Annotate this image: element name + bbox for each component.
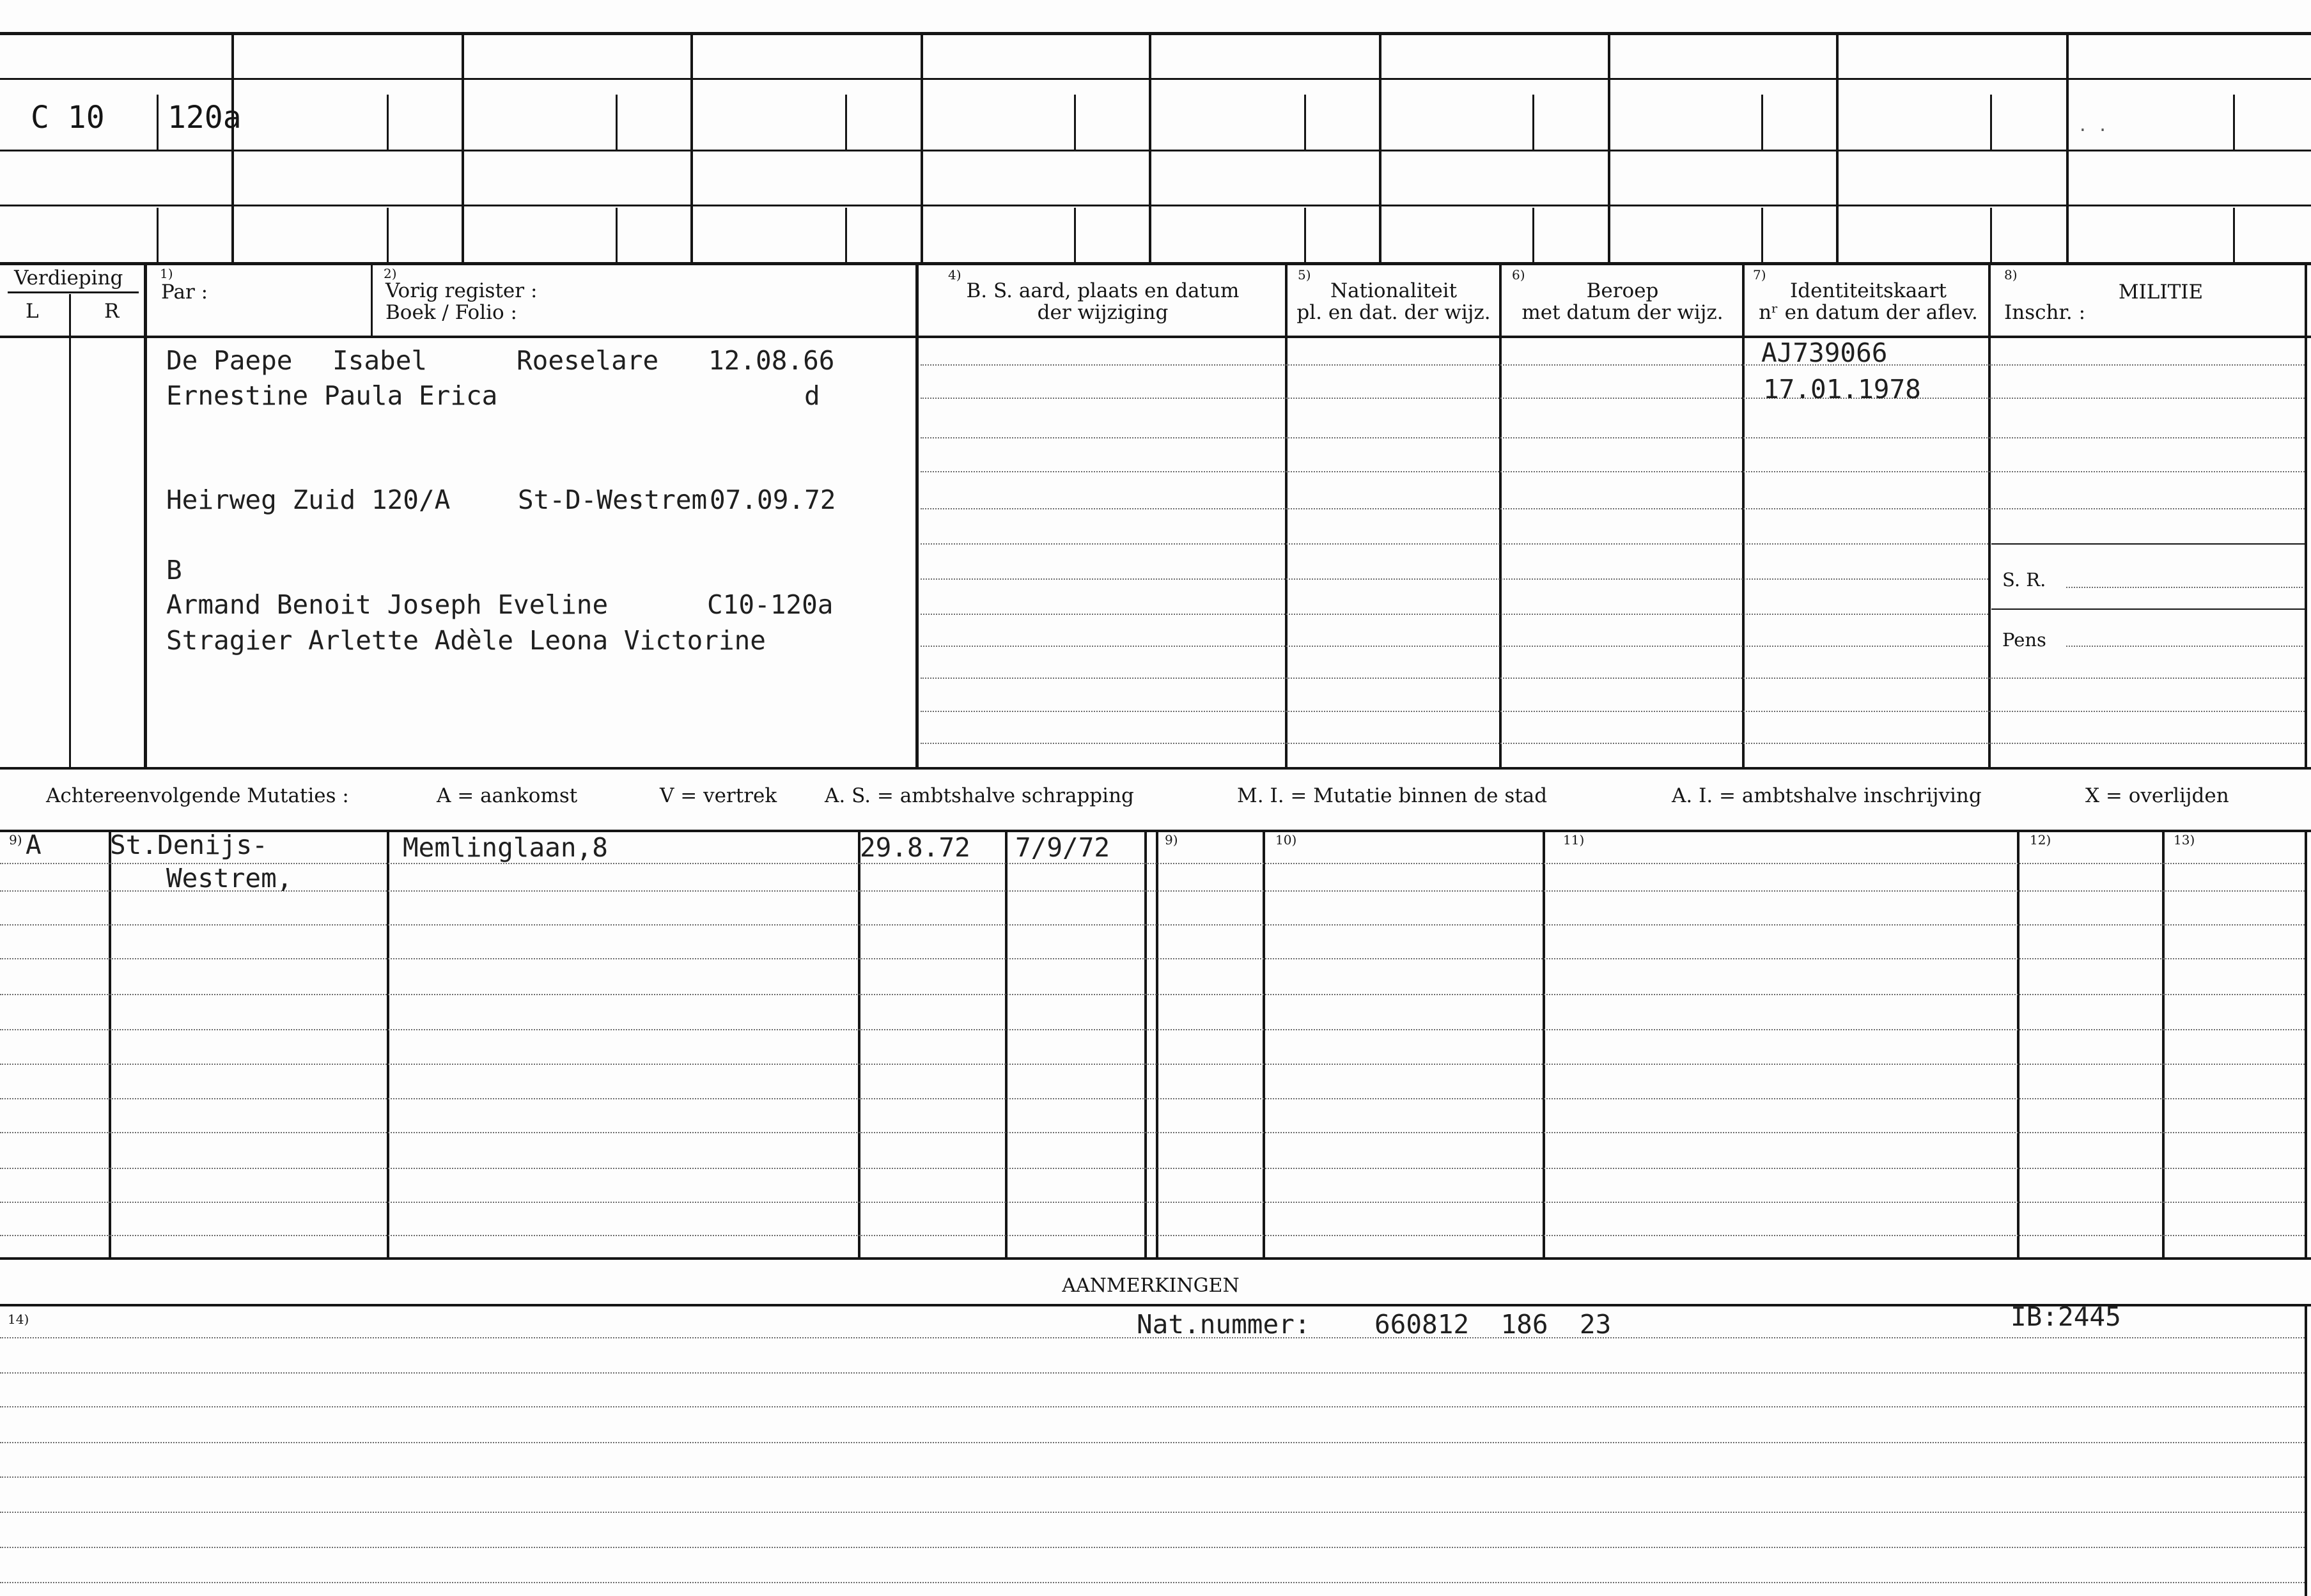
col7-number: 7) <box>1753 267 1766 283</box>
card-reference: C10-120a <box>707 589 834 620</box>
grid-sub-divider <box>157 208 159 262</box>
mutations-col-divider <box>1263 831 1265 1257</box>
grid-col-divider <box>1836 32 1839 262</box>
col4-label-2: der wijziging <box>1037 301 1169 324</box>
col5-label-1: Nationaliteit <box>1330 279 1458 302</box>
remarks-right-border <box>2305 1304 2307 1596</box>
floor-right: R <box>104 300 120 323</box>
col8-number: 8) <box>2004 267 2018 283</box>
col2-number: 2) <box>384 266 397 281</box>
mutations-col-divider <box>1156 831 1158 1257</box>
legend-item-as: A. S. = ambtshalve schrapping <box>825 784 1134 807</box>
ib-reference: IB:2445 <box>2011 1301 2121 1332</box>
grid-sub-divider <box>1074 208 1076 262</box>
legend-item-a: A = aankomst <box>437 784 578 807</box>
card-number: 120a <box>167 100 242 136</box>
col6-left-rule <box>1499 262 1502 767</box>
mutation-col-number: 11) <box>1563 832 1585 848</box>
col2-label-2: Boek / Folio : <box>385 301 517 324</box>
top-border <box>0 32 2311 35</box>
mutation-date-2: 7/9/72 <box>1015 832 1110 863</box>
sex: d <box>804 380 820 411</box>
col1-label: Par : <box>161 281 208 304</box>
grid-sub-divider <box>387 95 389 150</box>
grid-sub-divider <box>1990 208 1992 262</box>
identity-issue-date: 17.01.1978 <box>1763 374 1921 405</box>
mutation-col-number: 13) <box>2174 832 2195 848</box>
col2-left-rule <box>371 262 373 338</box>
grid-sub-divider <box>1304 208 1306 262</box>
mutation-col-number: 9) <box>9 832 22 848</box>
legend-item-mi: M. I. = Mutatie binnen de stad <box>1237 784 1548 807</box>
grid-sub-divider <box>387 208 389 262</box>
grid-col-divider <box>1379 32 1381 262</box>
birthplace: Roeselare <box>517 345 659 376</box>
mutation-col-number: 9) <box>1165 832 1178 848</box>
col7-label-2: nʳ en datum der aflev. <box>1759 301 1978 324</box>
header-bottom-rule <box>0 336 2311 338</box>
other-names: Ernestine Paula Erica <box>166 380 498 411</box>
grid-col-divider <box>1149 32 1151 262</box>
legend-title: Achtereenvolgende Mutaties : <box>46 784 349 807</box>
col8-label-2: Inschr. : <box>2004 301 2086 324</box>
floor-divider <box>69 294 71 767</box>
sr-label: S. R. <box>2002 569 2046 591</box>
section-code: C 10 <box>31 100 105 136</box>
grid-rule <box>0 78 2311 80</box>
militia-rule <box>1991 543 2305 545</box>
mutations-col-divider <box>858 831 860 1257</box>
col4-number: 4) <box>948 267 961 283</box>
grid-sub-divider <box>845 208 847 262</box>
grid-sub-divider <box>616 95 618 150</box>
col6-number: 6) <box>1512 267 1525 283</box>
mutation-place-1: St.Denijs- <box>110 830 268 860</box>
remarks-number: 14) <box>8 1312 29 1327</box>
legend-item-ai: A. I. = ambtshalve inschrijving <box>1672 784 1982 807</box>
grid-sub-divider <box>845 95 847 150</box>
col5-label-2: pl. en dat. der wijz. <box>1296 301 1491 324</box>
militia-title: MILITIE <box>2118 281 2204 304</box>
grid-sub-divider <box>1761 208 1763 262</box>
address-date: 07.09.72 <box>710 484 836 515</box>
mutations-col-divider <box>387 831 389 1257</box>
mutations-col-divider <box>2017 831 2019 1257</box>
father-name: Armand Benoit Joseph Eveline <box>166 589 609 620</box>
floor-left: L <box>26 300 39 323</box>
right-border <box>2305 262 2307 767</box>
firstname: Isabel <box>332 345 428 376</box>
grid-sub-divider <box>2233 95 2235 150</box>
birthdate: 12.08.66 <box>708 345 835 376</box>
grid-dots: . . <box>2078 116 2108 136</box>
remarks-rule <box>0 1304 2311 1306</box>
col4-label-1: B. S. aard, plaats en datum <box>966 279 1240 302</box>
address: Heirweg Zuid 120/A <box>166 484 451 515</box>
grid-sub-divider <box>1990 95 1992 150</box>
grid-sub-divider <box>157 95 159 150</box>
mutation-code: A <box>26 830 42 860</box>
grid-sub-divider <box>1304 95 1306 150</box>
floor-label: Verdieping <box>14 267 123 290</box>
remarks-title: AANMERKINGEN <box>1062 1274 1240 1297</box>
mutations-col-divider <box>2162 831 2165 1257</box>
col5-left-rule <box>1285 262 1288 767</box>
surname: De Paepe <box>166 345 293 376</box>
mutations-col-divider <box>1543 831 1545 1257</box>
mutation-date-1: 29.8.72 <box>860 832 970 863</box>
mutation-place-2: Westrem, <box>166 863 293 894</box>
col7-left-rule <box>1742 262 1745 767</box>
grid-sub-divider <box>1761 95 1763 150</box>
mother-name: Stragier Arlette Adèle Leona Victorine <box>166 625 766 656</box>
nat-number-value: 660812 186 23 <box>1374 1309 1612 1340</box>
legend-item-x: X = overlijden <box>2085 784 2229 807</box>
legend-top-rule <box>0 767 2311 770</box>
grid-sub-divider <box>1532 208 1534 262</box>
mutation-col-number: 10) <box>1275 832 1297 848</box>
col8-left-rule <box>1988 262 1991 767</box>
grid-sub-divider <box>1532 95 1534 150</box>
floor-underline <box>8 291 139 293</box>
grid-col-divider <box>690 32 693 262</box>
grid-sub-divider <box>1074 95 1076 150</box>
civil-code: B <box>166 555 182 585</box>
mutations-right-border <box>2305 831 2307 1257</box>
col4-left-rule <box>915 262 919 767</box>
col6-label-1: Beroep <box>1586 279 1659 302</box>
col2-label-1: Vorig register : <box>385 279 538 302</box>
grid-col-divider <box>1608 32 1610 262</box>
mutations-col-divider <box>1005 831 1008 1257</box>
grid-rule <box>0 205 2311 206</box>
pens-label: Pens <box>2002 629 2046 651</box>
header-top-rule <box>0 262 2311 265</box>
col1-number: 1) <box>160 266 173 281</box>
mutation-col-number: 12) <box>2030 832 2051 848</box>
mutations-col-divider <box>109 831 111 1257</box>
nat-number-label: Nat.nummer: <box>1137 1309 1311 1340</box>
mutations-col-divider <box>1144 831 1147 1257</box>
legend-item-v: V = vertrek <box>660 784 777 807</box>
grid-sub-divider <box>616 208 618 262</box>
mutation-street: Memlinglaan,8 <box>403 832 608 863</box>
municipality: St-D-Westrem <box>518 484 708 515</box>
identity-card-number: AJ739066 <box>1761 337 1888 368</box>
grid-col-divider <box>231 32 234 262</box>
grid-col-divider <box>2066 32 2069 262</box>
grid-col-divider <box>462 32 464 262</box>
grid-rule <box>0 150 2311 151</box>
grid-sub-divider <box>2233 208 2235 262</box>
mutations-bottom-rule <box>0 1257 2311 1260</box>
grid-col-divider <box>921 32 923 262</box>
col1-left-rule <box>144 262 147 767</box>
col7-label-1: Identiteitskaart <box>1790 279 1947 302</box>
col5-number: 5) <box>1298 267 1311 283</box>
militia-rule <box>1991 608 2305 610</box>
col6-label-2: met datum der wijz. <box>1521 301 1724 324</box>
